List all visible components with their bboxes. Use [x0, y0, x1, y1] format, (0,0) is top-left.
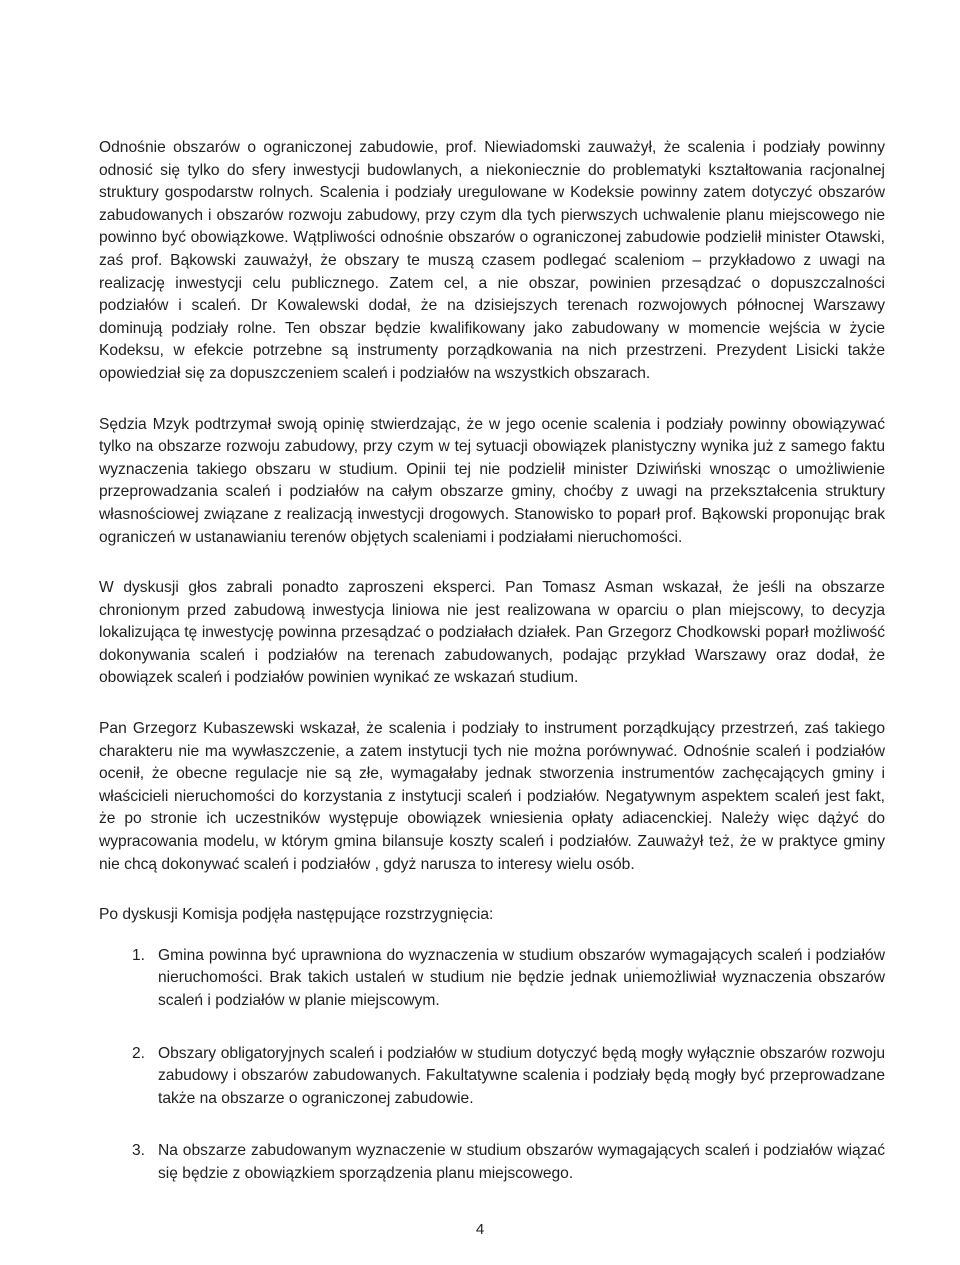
- page-number: 4: [475, 1221, 485, 1238]
- decision-number: 1.: [132, 946, 146, 964]
- paragraph-rozstrzygniecia-intro: Po dyskusji Komisja podjęła następujące rozstrzygnięcia:: [99, 906, 494, 924]
- decision-item-1: [99, 945, 885, 1013]
- paragraph-mzyk: Sędzia Mzyk podtrzymał swoją opinię stwierdzając, że w jego ocenie scalenia i podziały powinny obowiązywać tylko na obszarze rozwoju zabudowy, przy czym w tej sytuacji obowiązek planistyczny wynika już z samego faktu wyznaczenia takiego obszaru w studium. Opinii tej nie podzielił minister Dziwiński wnosząc o umożliwienie przeprowadzania scaleń i podziałów na całym obszarze gminy, choćby z uwagi na przekształcenia struktury własnościowej związane z realizacją inwestycji drogowych. Stanowisko to poparł prof. Bąkowski proponując brak ograniczeń w ustanawianiu terenów objętych scaleniami i podziałami nieruchomości.: [99, 415, 885, 546]
- decisions-list: [99, 945, 885, 1186]
- decision-number: 3.: [132, 1142, 146, 1160]
- paragraph-eksperci: W dyskusji głos zabrali ponadto zaproszeni eksperci. Pan Tomasz Asman wskazał, że jeśli na obszarze chronionym przed zabudową inwestycja liniowa nie jest realizowana w oparciu o plan miejscowy, to decyzja lokalizująca tę inwestycję powinna przesądzać o podziałach działek. Pan Grzegorz Chodkowski poparł możliwość dokonywania scaleń i podziałów na terenach zabudowanych, podając przykład Warszawy oraz dodał, że obowiązek scaleń i podziałów powinien wynikać ze wskazań studium.: [99, 579, 885, 687]
- decision-text: Obszary obligatoryjnych scaleń i podziałów w studium dotyczyć będą mogły wyłącznie obszarów rozwoju zabudowy i obszarów zabudowanych. Fakultatywne scalenia i podziały będą mogły być przeprowadzane także na obszarze o ograniczonej zabudowie.: [158, 1044, 885, 1107]
- decision-item-3: [99, 1140, 885, 1185]
- document-body: [99, 137, 885, 1216]
- scan-speck: [636, 967, 638, 969]
- decision-text: Na obszarze zabudowanym wyznaczenie w studium obszarów wymagających scaleń i podziałów wiązać się będzie z obowiązkiem sporządzenia planu miejscowego.: [158, 1142, 885, 1182]
- paragraph-zabudowa: Odnośnie obszarów o ograniczonej zabudowie, prof. Niewiadomski zauważył, że scalenia i podziały powinny odnosić się tylko do sfery inwestycji budowlanych, a niekoniecznie do problematyki kształtowania racjonalnej struktury gospodarstw rolnych. Scalenia i podziały uregulowane w Kodeksie powinny zatem dotyczyć obszarów zabudowanych i obszarów rozwoju zabudowy, przy czym dla tych pierwszych uchwalenie planu miejscowego nie powinno być obowiązkowe. Wątpliwości odnośnie obszarów o ograniczonej zabudowie podzielił minister Otawski, zaś prof. Bąkowski zauważył, że obszary te muszą czasem podlegać scaleniom – przykładowo z uwagi na realizację inwestycji celu publicznego. Zatem cel, a nie obszar, powinien przesądzać o dopuszczalności podziałów i scaleń. Dr Kowalewski dodał, że na dzisiejszych terenach rozwojowych północnej Warszawy dominują podziały rolne. Ten obszar będzie kwalifikowany jako zabudowany w momencie wejścia w życie Kodeksu, w efekcie potrzebne są instrumenty porządkowania na nich przestrzeni. Prezydent Lisicki także opowiedział się za dopuszczeniem scaleń i podziałów na wszystkich obszarach.: [99, 139, 885, 382]
- decision-number: 2.: [132, 1044, 146, 1062]
- paragraph-kubaszewski: Pan Grzegorz Kubaszewski wskazał, że scalenia i podziały to instrument porządkujący przestrzeń, zaś takiego charakteru nie ma wywłaszczenie, a zatem instytucji tych nie można porównywać. Odnośnie scaleń i podziałów ocenił, że obecne regulacje nie są złe, wymagałaby jednak stworzenia instrumentów zachęcających gminy i właścicieli nieruchomości do korzystania z instytucji scaleń i podziałów. Negatywnym aspektem scaleń jest fakt, że po stronie ich uczestników występuje obowiązek wniesienia opłaty adiacenckiej. Należy więc dążyć do wypracowania modelu, w którym gmina bilansuje koszty scaleń i podziałów. Zauważył też, że w praktyce gminy nie chcą dokonywać scaleń i podziałów , gdyż narusza to interesy wielu osób.: [99, 720, 885, 873]
- decision-item-2: [99, 1043, 885, 1111]
- decision-text: Gmina powinna być uprawniona do wyznaczenia w studium obszarów wymagających scaleń i podziałów nieruchomości. Brak takich ustaleń w studium nie będzie jednak uniemożliwiał wyznaczenia obszarów scaleń i podziałów w planie miejscowym.: [158, 946, 885, 1009]
